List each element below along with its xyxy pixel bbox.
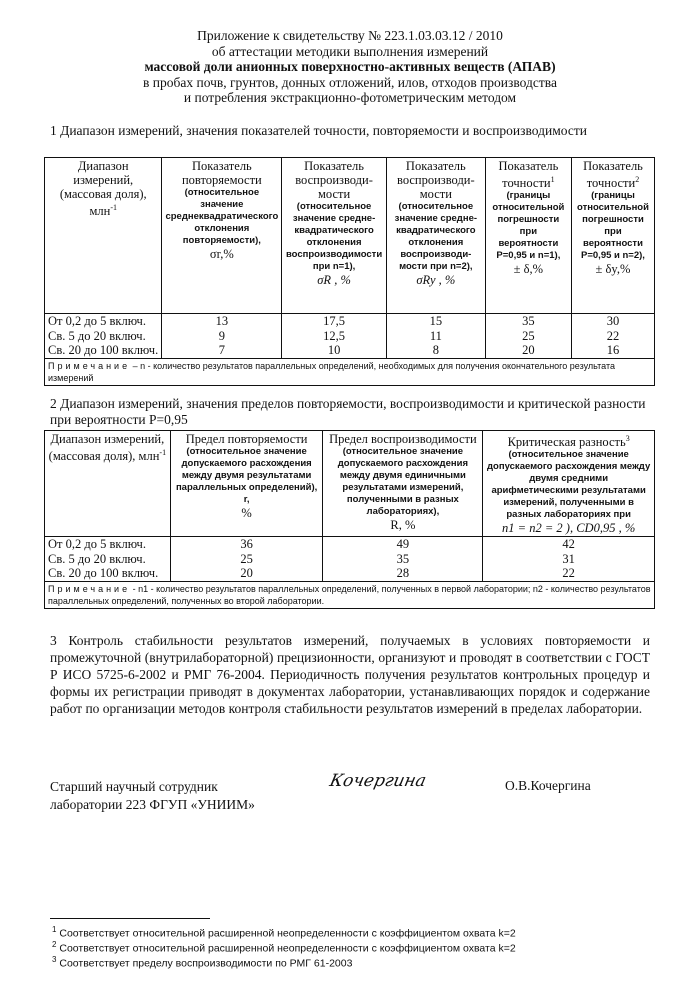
value-cell: 22 bbox=[571, 329, 654, 344]
header-sup: 3 bbox=[625, 434, 630, 443]
header-symbol: σr,% bbox=[209, 247, 234, 261]
header-accuracy-1 bbox=[485, 158, 571, 314]
value-cell: 7 bbox=[162, 343, 282, 358]
value-cell: 30 bbox=[571, 314, 654, 329]
title-line: об аттестации методики выполнения измерений bbox=[211, 43, 489, 59]
footnote-number: 1 bbox=[52, 925, 57, 934]
header-reproducibility-limit bbox=[323, 431, 483, 537]
note-text: - n1 - количество результатов параллельных определений, полученных в первой лаборатории; n2 - количество результатов параллельных определений, полученных во второй лаборатории. bbox=[48, 583, 651, 606]
value-cell: 22 bbox=[483, 566, 655, 581]
header-sub: (относительное значение средне-квадратического отклонения воспроизводи-мости при n=2), bbox=[394, 201, 478, 272]
document-title bbox=[0, 28, 700, 106]
value-cell: 36 bbox=[170, 537, 323, 552]
header-range bbox=[45, 158, 162, 314]
header-sup: -1 bbox=[159, 448, 167, 457]
header-symbol: σRy , % bbox=[416, 273, 456, 287]
table-row bbox=[45, 552, 655, 567]
value-cell: 35 bbox=[323, 552, 483, 567]
value-cell: 9 bbox=[162, 329, 282, 344]
value-cell: 15 bbox=[386, 314, 485, 329]
value-cell: 28 bbox=[323, 566, 483, 581]
value-cell: 16 bbox=[571, 343, 654, 358]
title-line: массовой доли анионных поверхностно-активных веществ (АПАВ) bbox=[144, 59, 556, 74]
header-text: Диапазон измерений, (массовая доля), млн bbox=[48, 432, 165, 464]
table-row bbox=[45, 314, 655, 329]
title-line: в пробах почв, грунтов, донных отложений, илов, отходов производства bbox=[143, 74, 557, 90]
header-symbol: % bbox=[241, 506, 252, 520]
note-label: Примечание bbox=[48, 583, 131, 594]
header-reproducibility-n2 bbox=[386, 158, 485, 314]
header-text: Предел воспроизводимости bbox=[329, 432, 477, 446]
table-row bbox=[45, 566, 655, 581]
header-reproducibility-n1 bbox=[282, 158, 387, 314]
table-row bbox=[45, 537, 655, 552]
value-cell: 31 bbox=[483, 552, 655, 567]
note-text: – n - количество результатов параллельных определений, необходимых для получения окончательного результата измерений bbox=[48, 360, 615, 383]
range-cell: От 0,2 до 5 включ. bbox=[45, 314, 162, 329]
value-cell: 25 bbox=[485, 329, 571, 344]
header-symbol: ± δy,% bbox=[595, 262, 631, 277]
value-cell: 20 bbox=[485, 343, 571, 358]
header-text: Показатель точности bbox=[498, 159, 559, 191]
footnote-text: Соответствует пределу воспроизводимости по РМГ 61-2003 bbox=[59, 957, 353, 970]
range-cell: Св. 20 до 100 включ. bbox=[45, 343, 162, 358]
table-note bbox=[45, 358, 655, 385]
position-line: лаборатории 223 ФГУП «УНИИМ» bbox=[50, 797, 255, 812]
position-line: Старший научный сотрудник bbox=[50, 779, 218, 794]
range-cell: Св. 5 до 20 включ. bbox=[45, 552, 171, 567]
header-sub: (относительное значение допускаемого расхождения между двумя единичными результатами измерений, полученными в разных лабораториях), bbox=[337, 446, 468, 517]
header-sup: -1 bbox=[110, 203, 117, 212]
footnote bbox=[52, 955, 352, 970]
range-cell: От 0,2 до 5 включ. bbox=[45, 537, 171, 552]
value-cell: 25 bbox=[170, 552, 323, 567]
section3-paragraph: 3 Контроль стабильности результатов измерений, получаемых в условиях повторяемости и промежуточной (внутрилабораторной) прецизионности, организуют и проводят в соответствии с ГОСТ Р ИСО 5725-6-2002 и РМГ 76-2004. Периодичность получения результатов контрольных процедур и формы их регистрации приводят в документах лаборатории, устанавливающих порядок и содержание работ по организации методов контроля стабильности результатов измерений в пределах лаборатории. bbox=[50, 633, 650, 716]
header-symbol: n1 = n2 = 2 ), CD0,95 , % bbox=[502, 521, 636, 536]
header-text: Критическая разность bbox=[507, 435, 626, 450]
section1-heading: 1 Диапазон измерений, значения показателей точности, повторяемости и воспроизводимости bbox=[50, 123, 587, 138]
footnote-number: 2 bbox=[52, 940, 57, 949]
header-sub: (относительное значение среднеквадратического отклонения повторяемости), bbox=[165, 187, 279, 246]
footnote bbox=[52, 940, 516, 955]
header-sub: (границы относительной погрешности при вероятности P=0,95 и n=2), bbox=[577, 190, 649, 262]
header-sup: 1 bbox=[550, 175, 555, 184]
header-repeatability bbox=[162, 158, 282, 314]
header-text: Показатель повторяемости bbox=[181, 159, 262, 187]
handwritten-signature: Кочергина bbox=[327, 771, 428, 791]
value-cell: 17,5 bbox=[282, 314, 387, 329]
value-cell: 11 bbox=[386, 329, 485, 344]
value-cell: 20 bbox=[170, 566, 323, 581]
header-sup: 2 bbox=[635, 175, 640, 184]
header-text: Показатель воспроизводи-мости bbox=[397, 159, 475, 201]
signatory-name: О.В.Кочергина bbox=[505, 778, 591, 793]
header-sub: (относительное значение средне-квадратического отклонения воспроизводимости при n=1), bbox=[285, 201, 383, 272]
title-line: и потребления экстракционно-фотометрическим методом bbox=[183, 90, 517, 105]
header-accuracy-2 bbox=[571, 158, 654, 314]
header-symbol: R, % bbox=[390, 518, 416, 532]
header-range bbox=[45, 431, 171, 537]
header-text: Диапазон измерений, (массовая доля), млн bbox=[59, 159, 147, 219]
header-text: Предел повторяемости bbox=[185, 432, 308, 446]
header-symbol: ± δ,% bbox=[513, 262, 544, 277]
value-cell: 12,5 bbox=[282, 329, 387, 344]
header-text: Показатель воспроизводи-мости bbox=[295, 159, 373, 201]
table-note bbox=[45, 581, 655, 608]
footnote-text: Соответствует относительной расширенной неопределенности с коэффициентом охвата k=2 bbox=[59, 927, 516, 940]
footnote-divider bbox=[50, 918, 210, 919]
value-cell: 8 bbox=[386, 343, 485, 358]
range-cell: Св. 5 до 20 включ. bbox=[45, 329, 162, 344]
header-critical-difference bbox=[483, 431, 655, 537]
header-text: Показатель точности bbox=[583, 159, 643, 191]
value-cell: 49 bbox=[323, 537, 483, 552]
header-sub: (относительное значение допускаемого расхождения между двумя результатами параллельных определений), r, bbox=[175, 446, 318, 505]
signatory-position bbox=[50, 778, 255, 814]
limits-table bbox=[44, 430, 655, 609]
section2-heading: 2 Диапазон измерений, значения пределов повторяемости, воспроизводимости и критической разности при вероятности P=0,95 bbox=[50, 396, 646, 427]
value-cell: 10 bbox=[282, 343, 387, 358]
note-label: Примечание bbox=[48, 360, 131, 371]
footnote-number: 3 bbox=[52, 955, 57, 964]
table-row bbox=[45, 329, 655, 344]
range-cell: Св. 20 до 100 включ. bbox=[45, 566, 171, 581]
value-cell: 42 bbox=[483, 537, 655, 552]
header-symbol: σR , % bbox=[317, 273, 351, 287]
header-repeatability-limit bbox=[170, 431, 323, 537]
table-row bbox=[45, 343, 655, 358]
title-line: Приложение к свидетельству № 223.1.03.03.12 / 2010 bbox=[197, 28, 503, 43]
accuracy-table bbox=[44, 157, 655, 386]
header-sub: (границы относительной погрешности при вероятности P=0,95 и n=1), bbox=[492, 190, 565, 262]
header-sub: (относительное значение допускаемого расхождения между двумя средними арифметическими результатами измерений, полученными в разных лабораториях при bbox=[487, 449, 651, 521]
footnote-text: Соответствует относительной расширенной неопределенности с коэффициентом охвата k=2 bbox=[59, 942, 516, 955]
footnote bbox=[52, 925, 516, 940]
value-cell: 35 bbox=[485, 314, 571, 329]
value-cell: 13 bbox=[162, 314, 282, 329]
